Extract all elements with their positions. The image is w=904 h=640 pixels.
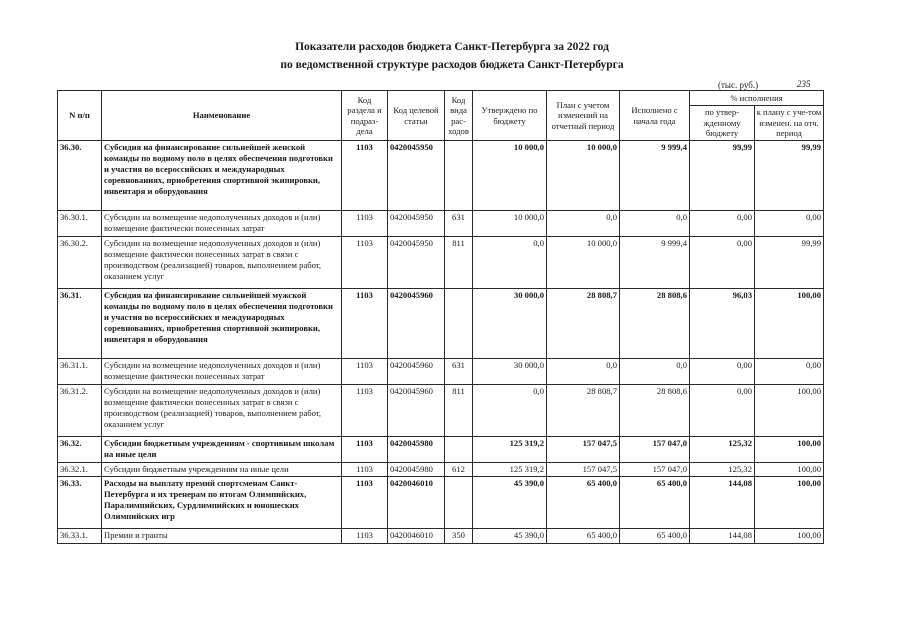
row-approved: 30 000,0: [473, 359, 547, 385]
row-section-code: 1103: [342, 211, 388, 237]
row-target-code: 0420046010: [388, 529, 445, 544]
row-section-code: 1103: [342, 237, 388, 289]
row-expense-type: [445, 437, 473, 463]
row-section-code: 1103: [342, 289, 388, 359]
header-pct-plan: к плану с уче-том изменен. на отч. период: [755, 106, 824, 141]
row-expense-type: 631: [445, 211, 473, 237]
table-row: [58, 141, 824, 211]
row-pct-plan: 100,00: [755, 437, 824, 463]
row-section-code: 1103: [342, 529, 388, 544]
row-expense-type: 631: [445, 359, 473, 385]
row-pct-plan: 99,99: [755, 237, 824, 289]
row-expense-type: [445, 141, 473, 211]
row-pct-approved: 144,08: [690, 529, 755, 544]
row-expense-type: [445, 477, 473, 529]
row-target-code: 0420045950: [388, 211, 445, 237]
row-section-code: 1103: [342, 437, 388, 463]
row-expense-type: 612: [445, 463, 473, 477]
row-pct-plan: 0,00: [755, 211, 824, 237]
row-target-code: 0420045980: [388, 463, 445, 477]
row-executed: 9 999,4: [620, 237, 690, 289]
row-executed: 28 808,6: [620, 289, 690, 359]
row-number: 36.30.1.: [58, 211, 102, 237]
row-plan: 28 808,7: [547, 385, 620, 437]
table-row: [58, 211, 824, 237]
row-plan: 65 400,0: [547, 477, 620, 529]
row-executed: 65 400,0: [620, 529, 690, 544]
row-executed: 9 999,4: [620, 141, 690, 211]
row-target-code: 0420045950: [388, 141, 445, 211]
row-number: 36.30.: [58, 141, 102, 211]
table-row: [58, 359, 824, 385]
row-number: 36.33.: [58, 477, 102, 529]
row-expense-type: 811: [445, 237, 473, 289]
row-target-code: 0420045980: [388, 437, 445, 463]
row-pct-approved: 0,00: [690, 359, 755, 385]
header-section: Код раздела и подраз-дела: [342, 91, 388, 141]
row-executed: 0,0: [620, 211, 690, 237]
row-pct-plan: 100,00: [755, 529, 824, 544]
document-title-line1: Показатели расходов бюджета Санкт-Петербурга за 2022 год: [295, 41, 609, 53]
table-row: [58, 289, 824, 359]
header-pct-group: % исполнения: [690, 91, 824, 106]
table-row: [58, 237, 824, 289]
row-pct-plan: 100,00: [755, 477, 824, 529]
row-section-code: 1103: [342, 385, 388, 437]
header-num: N п/п: [58, 91, 102, 141]
row-name: Премии и гранты: [102, 529, 342, 544]
row-expense-type: 811: [445, 385, 473, 437]
row-expense-type: 350: [445, 529, 473, 544]
row-executed: 157 047,0: [620, 437, 690, 463]
row-number: 36.32.1.: [58, 463, 102, 477]
header-target: Код целевой статьи: [388, 91, 445, 141]
header-approved: Утверждено по бюджету: [473, 91, 547, 141]
page-number: 235: [797, 79, 811, 89]
row-pct-plan: 100,00: [755, 463, 824, 477]
row-number: 36.30.2.: [58, 237, 102, 289]
row-name: Субсидии на возмещение недополученных доходов и (или) возмещение фактически понесенных затрат: [102, 359, 342, 385]
row-number: 36.31.2.: [58, 385, 102, 437]
row-name: Субсидия на финансирование сильнейшей женской команды по водному поло в целях обеспечения подготовки и участия во всероссийских и международных соревнованиях, приобретения спортивной экипировки, инвентаря и оборудования: [102, 141, 342, 211]
budget-table: [57, 90, 824, 544]
row-section-code: 1103: [342, 141, 388, 211]
row-plan: 0,0: [547, 211, 620, 237]
row-pct-plan: 100,00: [755, 385, 824, 437]
row-target-code: 0420045960: [388, 385, 445, 437]
units-label: (тыс. руб.): [718, 80, 759, 90]
header-exp-type: Код вида рас-ходов: [445, 91, 473, 141]
row-name: Расходы на выплату премий спортсменам Санкт-Петербурга и их тренерам по итогам Олимпийских, Паралимпийских, Сурдлимпийских и юношеских Олимпийских игр: [102, 477, 342, 529]
row-number: 36.33.1.: [58, 529, 102, 544]
row-pct-approved: 0,00: [690, 237, 755, 289]
row-name: Субсидия на финансирование сильнейшей мужской команды по водному поло в целях обеспечения подготовки и участия во всероссийских и международных соревнованиях, приобретения спортивной экипировки, инвентаря и оборудования: [102, 289, 342, 359]
row-executed: 65 400,0: [620, 477, 690, 529]
row-plan: 10 000,0: [547, 141, 620, 211]
row-name: Субсидии на возмещение недополученных доходов и (или) возмещение фактически понесенных затрат в связи с производством (реализацией) товаров, выполнением работ, оказанием услуг: [102, 237, 342, 289]
row-approved: 45 390,0: [473, 529, 547, 544]
row-pct-plan: 100,00: [755, 289, 824, 359]
row-pct-plan: 99,99: [755, 141, 824, 211]
row-pct-approved: 96,03: [690, 289, 755, 359]
row-name: Субсидии бюджетным учреждениям - спортивным школам на иные цели: [102, 437, 342, 463]
document-title-line2: по ведомственной структуре расходов бюджета Санкт-Петербурга: [280, 59, 624, 71]
row-pct-approved: 125,32: [690, 437, 755, 463]
row-pct-approved: 99,99: [690, 141, 755, 211]
row-section-code: 1103: [342, 359, 388, 385]
row-pct-plan: 0,00: [755, 359, 824, 385]
row-approved: 0,0: [473, 237, 547, 289]
row-target-code: 0420045960: [388, 289, 445, 359]
header-name: Наименование: [102, 91, 342, 141]
row-approved: 10 000,0: [473, 211, 547, 237]
row-approved: 45 390,0: [473, 477, 547, 529]
row-name: Субсидии на возмещение недополученных доходов и (или) возмещение фактически понесенных затрат в связи с производством (реализацией) товаров, выполнением работ, оказанием услуг: [102, 385, 342, 437]
table-row: [58, 385, 824, 437]
row-pct-approved: 144,08: [690, 477, 755, 529]
header-plan: План с учетом изменений на отчетный период: [547, 91, 620, 141]
budget-table-body: [58, 141, 824, 544]
row-plan: 28 808,7: [547, 289, 620, 359]
row-executed: 157 047,0: [620, 463, 690, 477]
row-approved: 10 000,0: [473, 141, 547, 211]
table-row: [58, 477, 824, 529]
row-expense-type: [445, 289, 473, 359]
row-pct-approved: 0,00: [690, 211, 755, 237]
row-number: 36.32.: [58, 437, 102, 463]
row-name: Субсидии на возмещение недополученных доходов и (или) возмещение фактически понесенных затрат: [102, 211, 342, 237]
row-approved: 0,0: [473, 385, 547, 437]
row-section-code: 1103: [342, 477, 388, 529]
row-executed: 0,0: [620, 359, 690, 385]
row-plan: 0,0: [547, 359, 620, 385]
row-target-code: 0420045950: [388, 237, 445, 289]
row-pct-approved: 0,00: [690, 385, 755, 437]
table-row: [58, 463, 824, 477]
row-plan: 157 047,5: [547, 463, 620, 477]
row-pct-approved: 125,32: [690, 463, 755, 477]
row-target-code: 0420045960: [388, 359, 445, 385]
row-approved: 125 319,2: [473, 463, 547, 477]
row-plan: 65 400,0: [547, 529, 620, 544]
row-number: 36.31.1.: [58, 359, 102, 385]
header-pct-approved: по утвер-жденному бюджету: [690, 106, 755, 141]
row-approved: 125 319,2: [473, 437, 547, 463]
row-executed: 28 808,6: [620, 385, 690, 437]
row-target-code: 0420046010: [388, 477, 445, 529]
table-row: [58, 529, 824, 544]
row-plan: 157 047,5: [547, 437, 620, 463]
row-plan: 10 000,0: [547, 237, 620, 289]
row-name: Субсидии бюджетным учреждениям на иные цели: [102, 463, 342, 477]
header-executed: Исполнено с начала года: [620, 91, 690, 141]
row-approved: 30 000,0: [473, 289, 547, 359]
row-section-code: 1103: [342, 463, 388, 477]
row-number: 36.31.: [58, 289, 102, 359]
table-row: [58, 437, 824, 463]
